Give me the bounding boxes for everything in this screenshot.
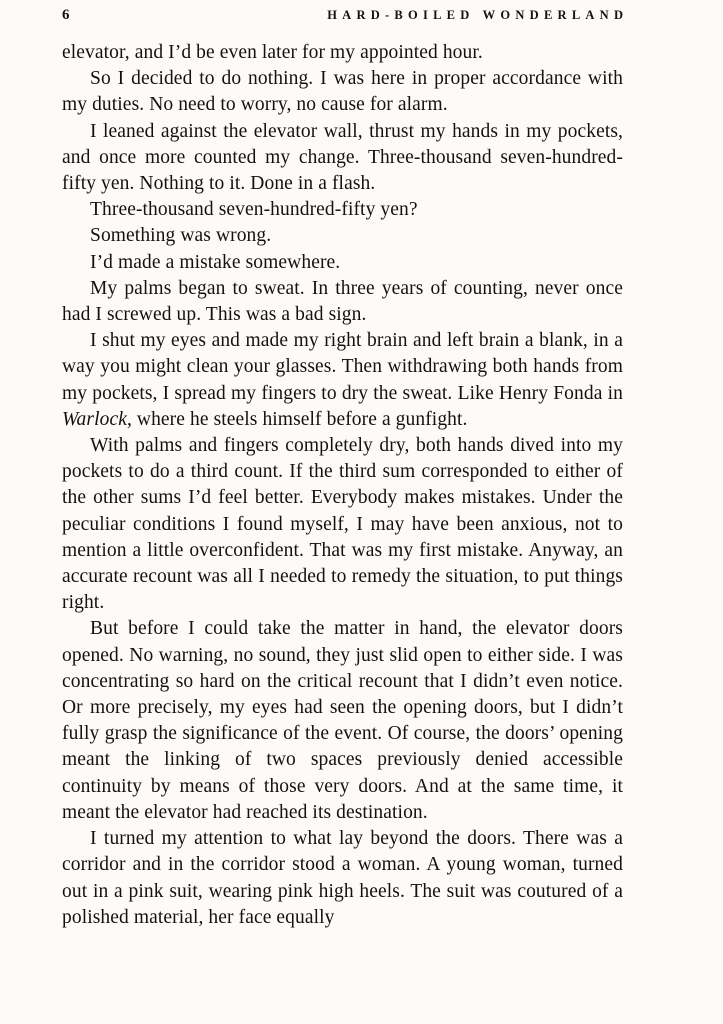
paragraph (62, 197, 623, 223)
paragraph (62, 826, 623, 931)
paragraph (62, 616, 623, 826)
paragraph (62, 433, 623, 616)
text-run: With palms and fingers completely dry, both hands dived into my pockets to do a third count. If the third sum corresponded to either of the other sums I’d feel better. Everybody makes mistakes. Under the peculiar conditions I found myself, I may have been anxious, not to mention a little overconfident. That was my first mistake. Anyway, an accurate recount was all I needed to remedy the situation, to put things right. (62, 435, 623, 614)
text-run: But before I could take the matter in hand, the elevator doors opened. No warning, no sound, they just slid open to either side. I was concentrating so hard on the critical recount that I didn’t even notice. Or more precisely, my eyes had seen the opening doors, but I didn’t fully grasp the significance of the event. Of course, the doors’ opening meant the linking of two spaces previously denied accessible continuity by means of those very doors. And at the same time, it meant the elevator had reached its destination. (62, 618, 623, 823)
text-run: My palms began to sweat. In three years of counting, never once had I screwed up. This was a bad sign. (62, 277, 623, 326)
paragraph (62, 119, 623, 198)
text-run: I’d made a mistake somewhere. (90, 251, 341, 273)
italic-text-run: Warlock (62, 408, 127, 430)
paragraph (62, 66, 623, 118)
text-run: elevator, and I’d be even later for my appointed hour. (62, 42, 483, 63)
paragraph (62, 40, 623, 66)
paragraph (62, 223, 623, 249)
text-run: So I decided to do nothing. I was here in proper accordance with my duties. No need to worry, no cause for alarm. (62, 68, 623, 116)
text-run: I leaned against the elevator wall, thrust my hands in my pockets, and once more counted my change. Three-thousand seven-hundred-fifty yen. Nothing to it. Done in a flash. (62, 120, 623, 195)
text-run: Three-thousand seven-hundred-fifty yen? (90, 199, 418, 221)
running-head: HARD-BOILED WONDERLAND (327, 8, 629, 22)
page-number: 6 (62, 7, 70, 23)
text-run: I shut my eyes and made my right brain and left brain a blank, in a way you might clean your glasses. Then withdrawing both hands from my pockets, I spread my fingers to dry the sweat. Like Henry Fonda in (62, 330, 623, 404)
text-run: , where he steels himself before a gunfight. (126, 408, 468, 430)
text-run: Something was wrong. (90, 225, 272, 247)
text-run: I turned my attention to what lay beyond the doors. There was a corridor and in the corridor stood a woman. A young woman, turned out in a pink suit, wearing pink high heels. The suit was coutured of a polished material, her face equally (62, 828, 623, 928)
page-body (62, 40, 623, 931)
page-header (62, 7, 629, 24)
paragraph (62, 276, 623, 328)
paragraph (62, 328, 623, 433)
paragraph (62, 250, 623, 276)
